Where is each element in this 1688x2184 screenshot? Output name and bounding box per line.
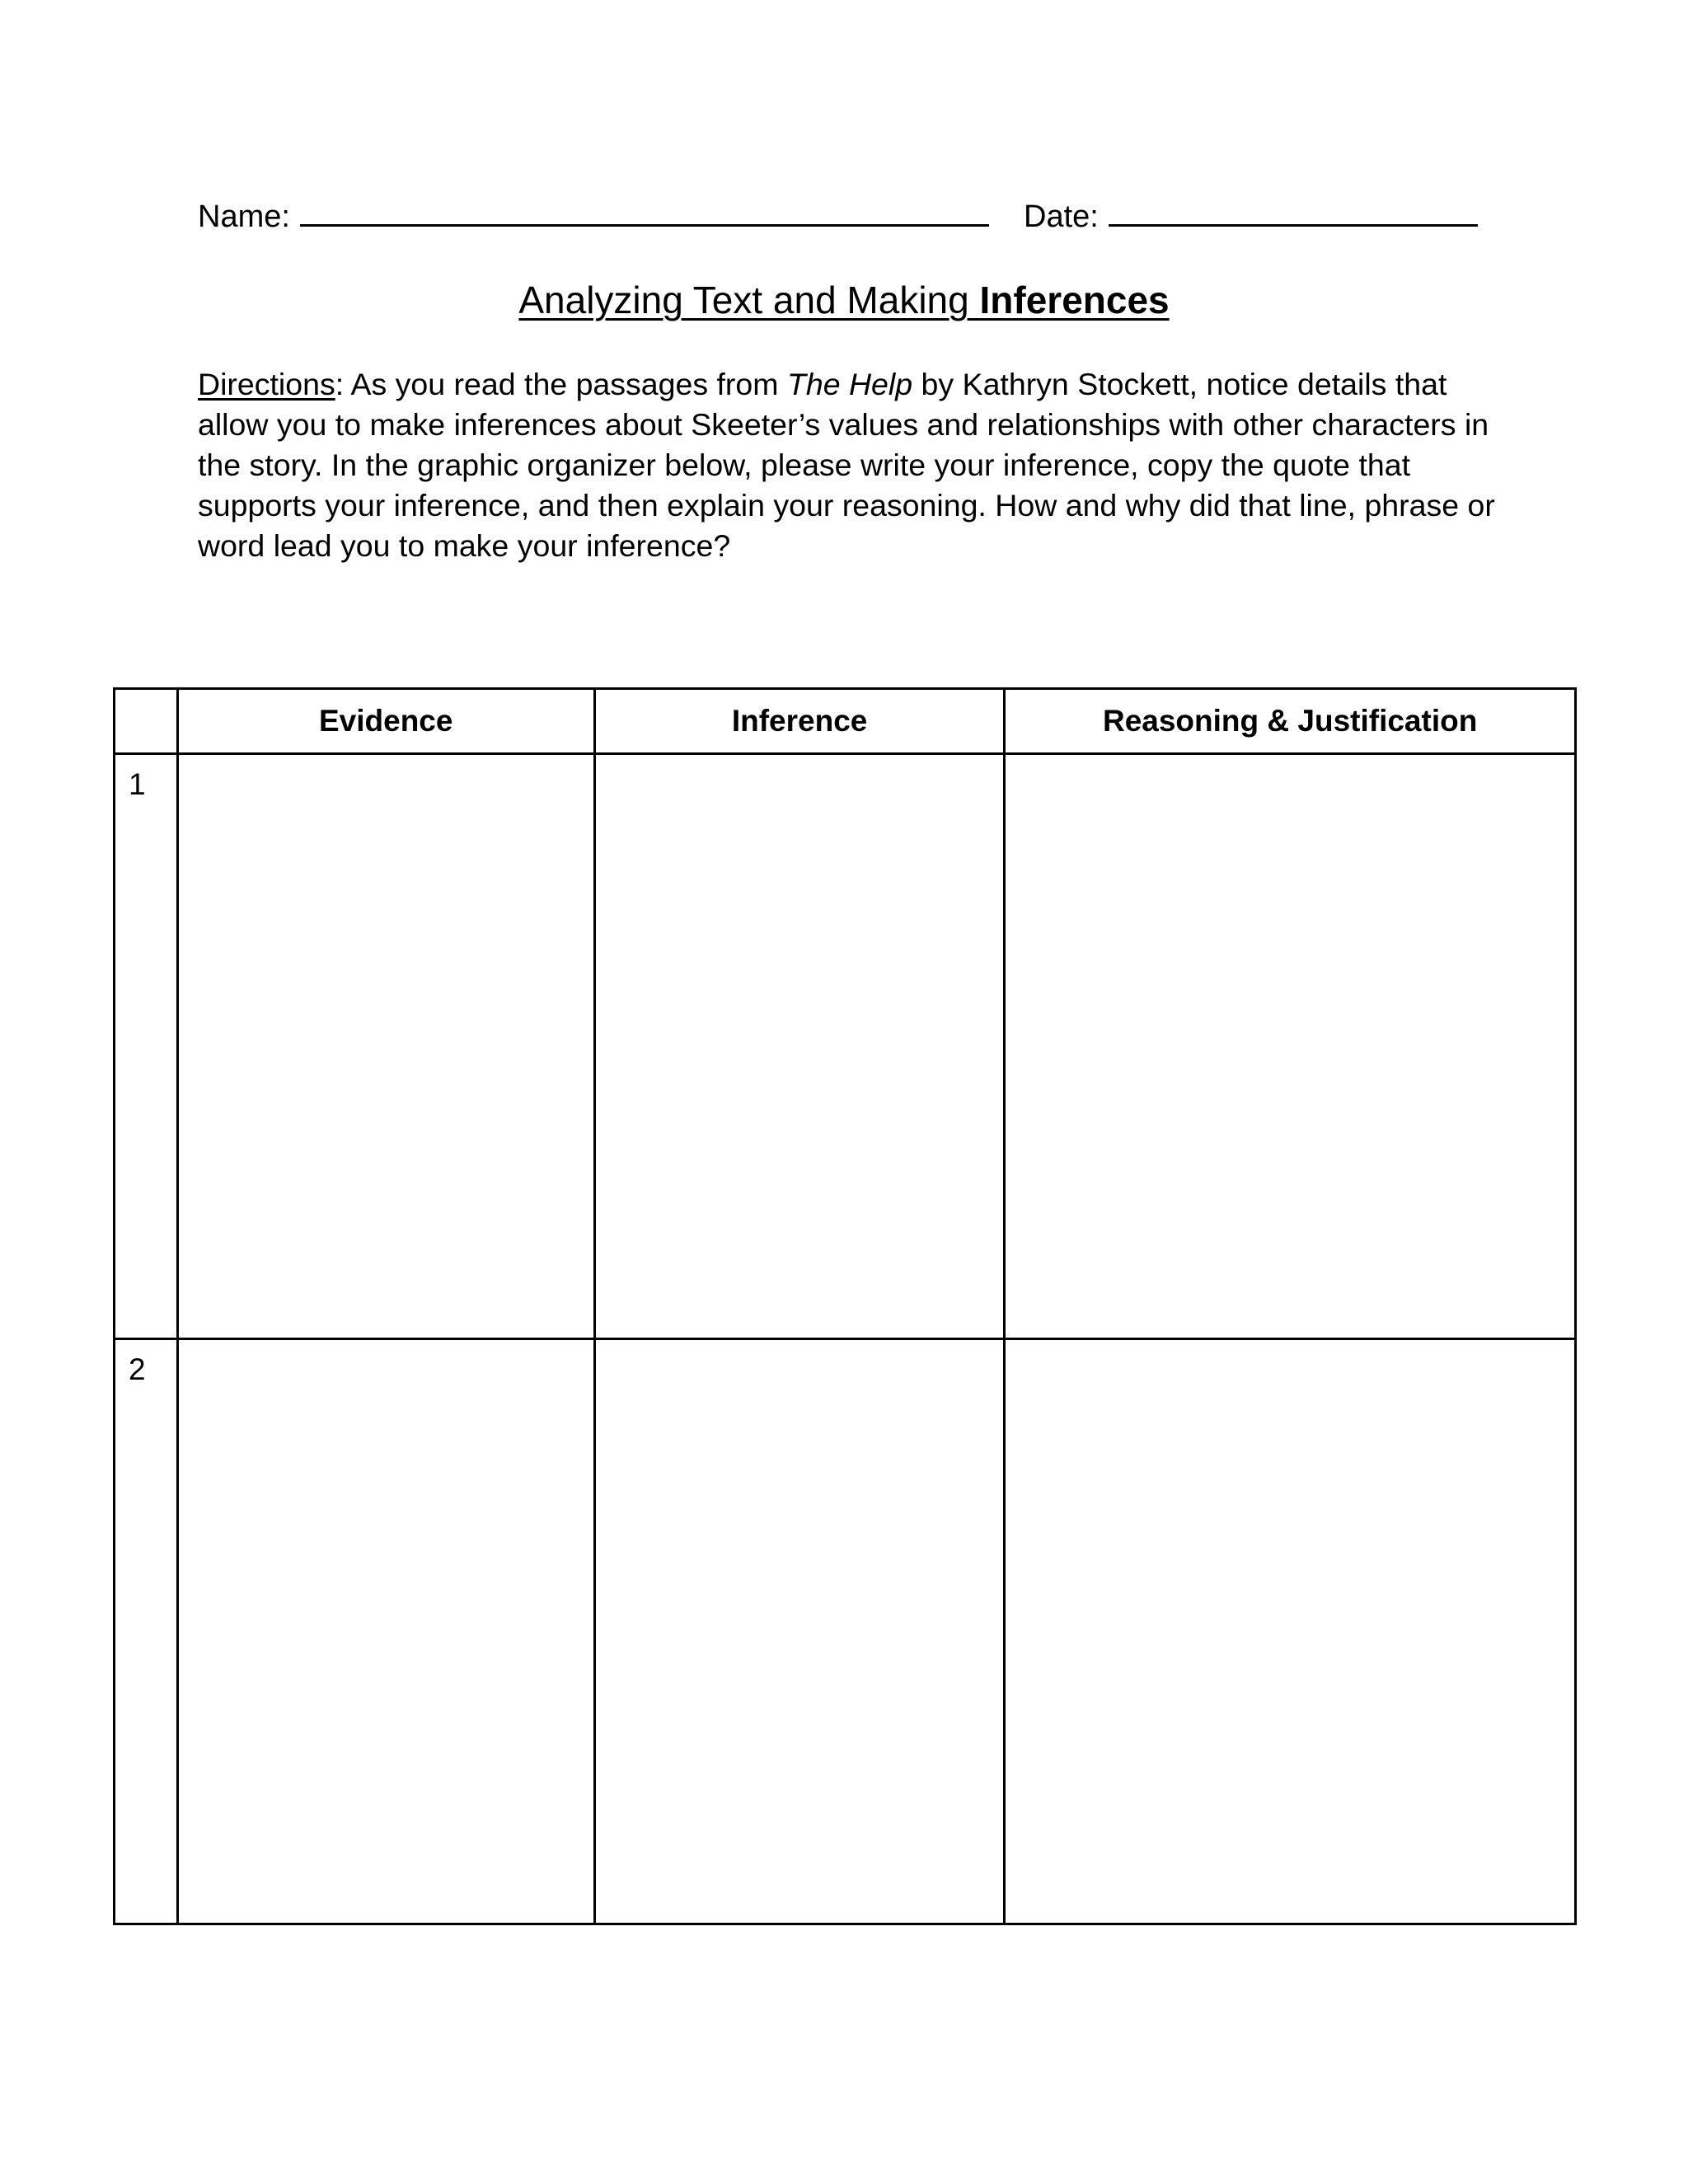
- name-blank-line[interactable]: [300, 194, 989, 227]
- table-row: [115, 754, 1576, 1339]
- table-header-row: [115, 689, 1576, 754]
- inference-cell[interactable]: [594, 1339, 1004, 1924]
- header-evidence: Evidence: [177, 689, 594, 754]
- page-title: [0, 275, 1688, 325]
- row-number-cell: [115, 754, 178, 1339]
- table-row: [115, 1339, 1576, 1924]
- header-inference: Inference: [594, 689, 1004, 754]
- directions-text-2: by Kathryn Stockett, notice details that allow you to make inferences about Skeeter’s values and relationships with other characters in the story. In the graphic organizer below, please write your inference, copy the quote that supports your inference, and then explain your reasoning. How and why did that line, phrase or word lead you to make your inference?: [198, 367, 1495, 563]
- reasoning-cell[interactable]: [1005, 754, 1576, 1339]
- directions-label: Directions: [198, 367, 335, 401]
- evidence-cell[interactable]: [177, 1339, 594, 1924]
- header-number: [115, 689, 178, 754]
- book-title: The Help: [786, 367, 913, 401]
- row-number: 1: [129, 767, 146, 801]
- inference-cell[interactable]: [594, 754, 1004, 1339]
- date-blank-line[interactable]: [1109, 194, 1478, 227]
- evidence-cell[interactable]: [177, 754, 594, 1339]
- date-field: [1024, 194, 1478, 237]
- title-regular: Analyzing Text and Making: [518, 279, 980, 321]
- reasoning-cell[interactable]: [1005, 1339, 1576, 1924]
- date-label: Date:: [1024, 199, 1099, 234]
- name-label: Name:: [198, 199, 290, 234]
- header-reasoning: Reasoning & Justification: [1005, 689, 1576, 754]
- name-date-row: [198, 194, 1484, 236]
- row-number: 2: [129, 1352, 146, 1386]
- row-number-cell: [115, 1339, 178, 1924]
- directions-text-1: : As you read the passages from: [335, 367, 787, 401]
- directions-paragraph: [198, 364, 1500, 566]
- title-bold: Inferences: [979, 279, 1170, 321]
- name-field: [198, 194, 989, 237]
- graphic-organizer-table: [113, 687, 1577, 1925]
